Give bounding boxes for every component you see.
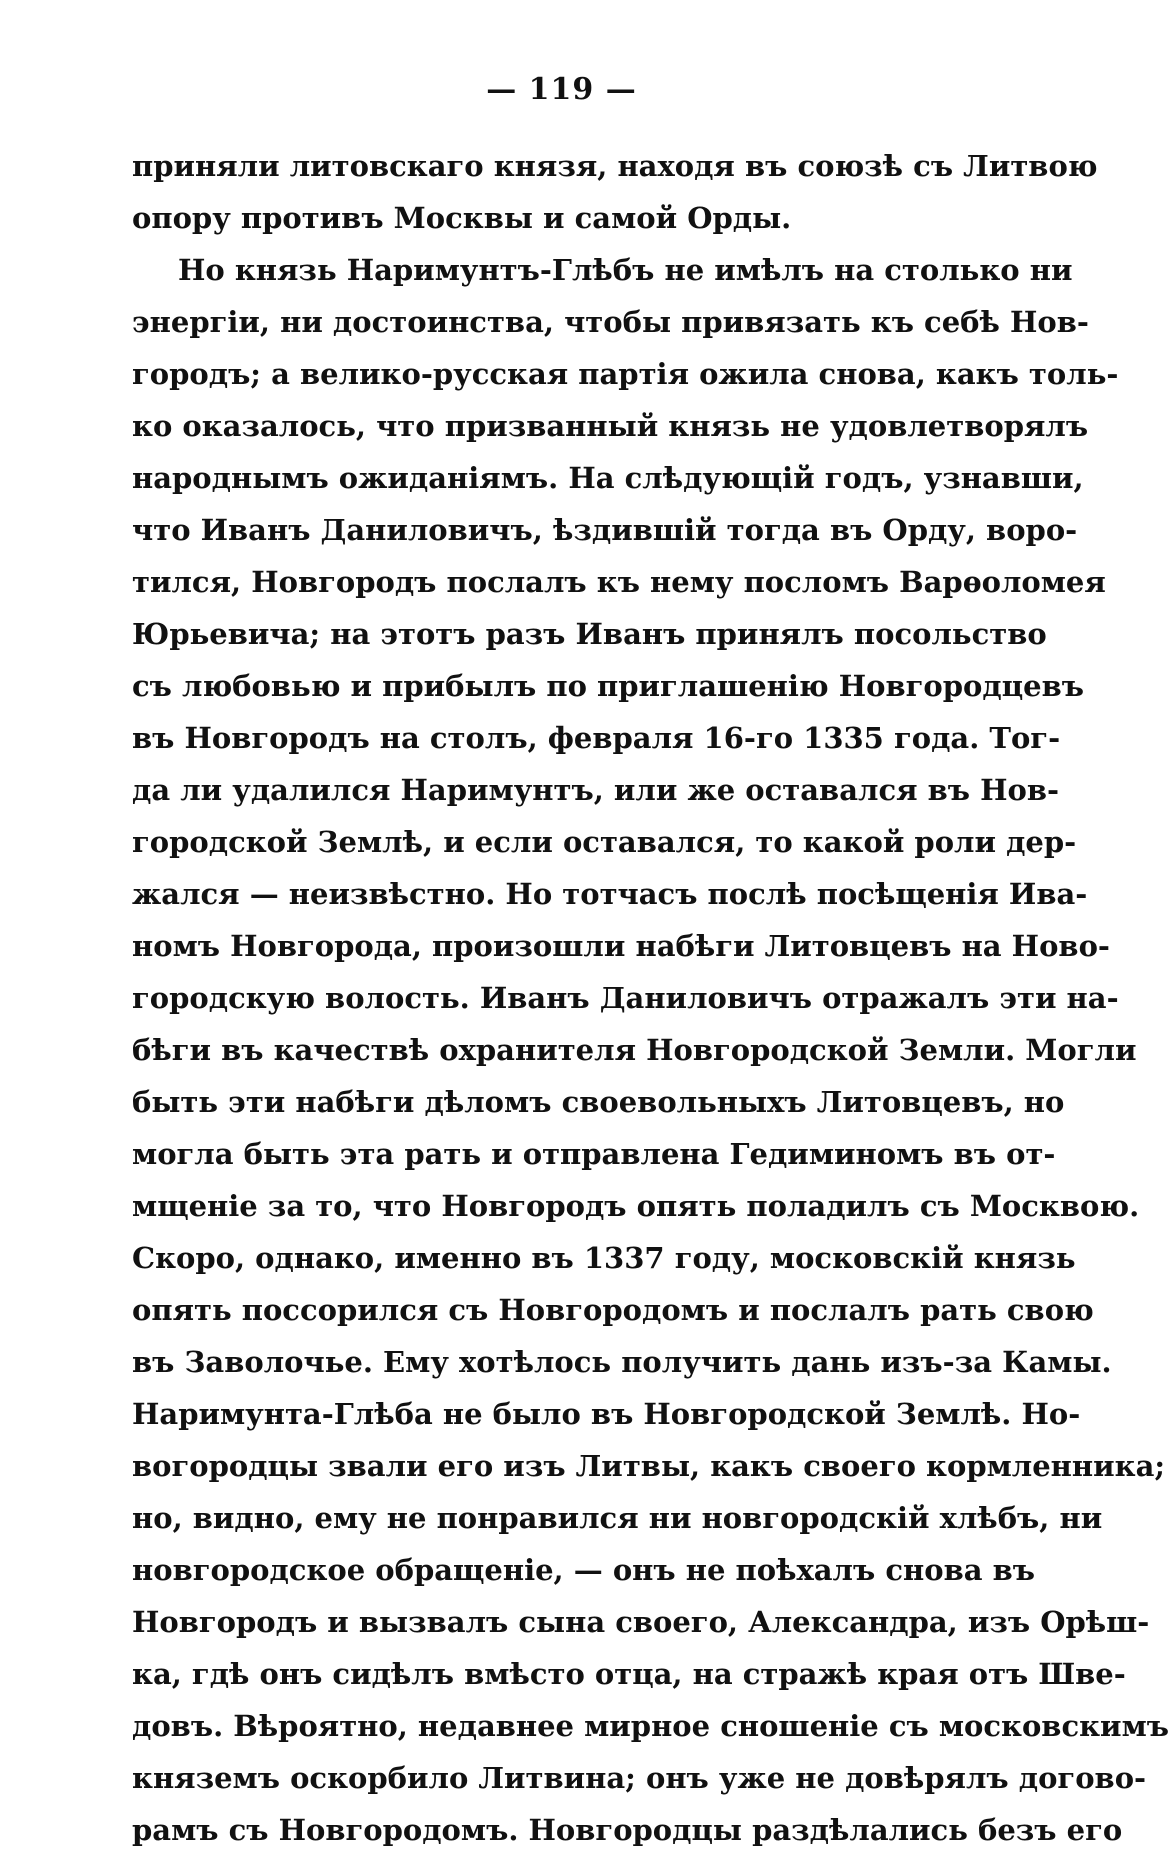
- text-line: да ли удалился Наримунтъ, или же оставался въ Нов-: [132, 773, 1060, 807]
- page-number: — 119 —: [486, 72, 637, 107]
- text-line: Наримунта-Глѣба не было въ Новгородской Землѣ. Но-: [132, 1397, 1081, 1431]
- text-line: Новгородъ и вызвалъ сына своего, Александра, изъ Орѣш-: [132, 1605, 1150, 1639]
- text-line: что Иванъ Даниловичъ, ѣздившій тогда въ Орду, воро-: [132, 513, 1078, 547]
- text-line: Но князь Наримунтъ-Глѣбъ не имѣлъ на столько ни: [178, 253, 1073, 287]
- text-line: но, видно, ему не понравился ни новгородскій хлѣбъ, ни: [132, 1501, 1103, 1535]
- text-line: народнымъ ожиданіямъ. На слѣдующій годъ, узнавши,: [132, 461, 1084, 495]
- text-line: довъ. Вѣроятно, недавнее мирное сношеніе съ московскимъ: [132, 1709, 1169, 1743]
- body-text: [132, 140, 1169, 1856]
- text-line: бѣги въ качествѣ охранителя Новгородской Земли. Могли: [132, 1033, 1137, 1067]
- text-line: городъ; а велико-русская партія ожила снова, какъ толь-: [132, 357, 1119, 391]
- text-line: быть эти набѣги дѣломъ своевольныхъ Литовцевъ, но: [132, 1085, 1065, 1119]
- text-line: мщеніе за то, что Новгородъ опять поладилъ съ Москвою.: [132, 1189, 1140, 1223]
- text-line: ка, гдѣ онъ сидѣлъ вмѣсто отца, на стражѣ края отъ Шве-: [132, 1657, 1126, 1691]
- text-line: опору противъ Москвы и самой Орды.: [132, 201, 792, 235]
- text-line: приняли литовскаго князя, находя въ союзѣ съ Литвою: [132, 149, 1098, 183]
- text-line: съ любовью и прибылъ по приглашенію Новгородцевъ: [132, 669, 1084, 703]
- text-line: ко оказалось, что призванный князь не удовлетворялъ: [132, 409, 1089, 443]
- text-line: опять поссорился съ Новгородомъ и послалъ рать свою: [132, 1293, 1094, 1327]
- text-line: городской Землѣ, и если оставался, то какой роли дер-: [132, 825, 1077, 859]
- text-line: могла быть эта рать и отправлена Гедиминомъ въ от-: [132, 1137, 1056, 1171]
- text-line: въ Заволочье. Ему хотѣлось получить дань изъ-за Камы.: [132, 1345, 1112, 1379]
- text-line: тился, Новгородъ послалъ къ нему посломъ Варѳоломея: [132, 565, 1106, 599]
- text-line: номъ Новгорода, произошли набѣги Литовцевъ на Ново-: [132, 929, 1110, 963]
- text-line: Юрьевича; на этотъ разъ Иванъ принялъ посольство: [132, 617, 1047, 651]
- text-line: новгородское обращеніе, — онъ не поѣхалъ снова въ: [132, 1553, 1036, 1587]
- text-line: жался — неизвѣстно. Но тотчасъ послѣ посѣщенія Ива-: [132, 877, 1088, 911]
- text-line: въ Новгородъ на столъ, февраля 16-го 1335 года. Тог-: [132, 721, 1061, 755]
- text-line: энергіи, ни достоинства, чтобы привязать къ себѣ Нов-: [132, 305, 1089, 339]
- text-line: рамъ съ Новгородомъ. Новгородцы раздѣлались безъ его: [132, 1813, 1123, 1847]
- text-line: княземъ оскорбило Литвина; онъ уже не довѣрялъ догово-: [132, 1761, 1147, 1795]
- text-line: вогородцы звали его изъ Литвы, какъ своего кормленника;: [132, 1449, 1166, 1483]
- text-line: Скоро, однако, именно въ 1337 году, московскій князь: [132, 1241, 1076, 1275]
- text-line: городскую волость. Иванъ Даниловичъ отражалъ эти на-: [132, 981, 1119, 1015]
